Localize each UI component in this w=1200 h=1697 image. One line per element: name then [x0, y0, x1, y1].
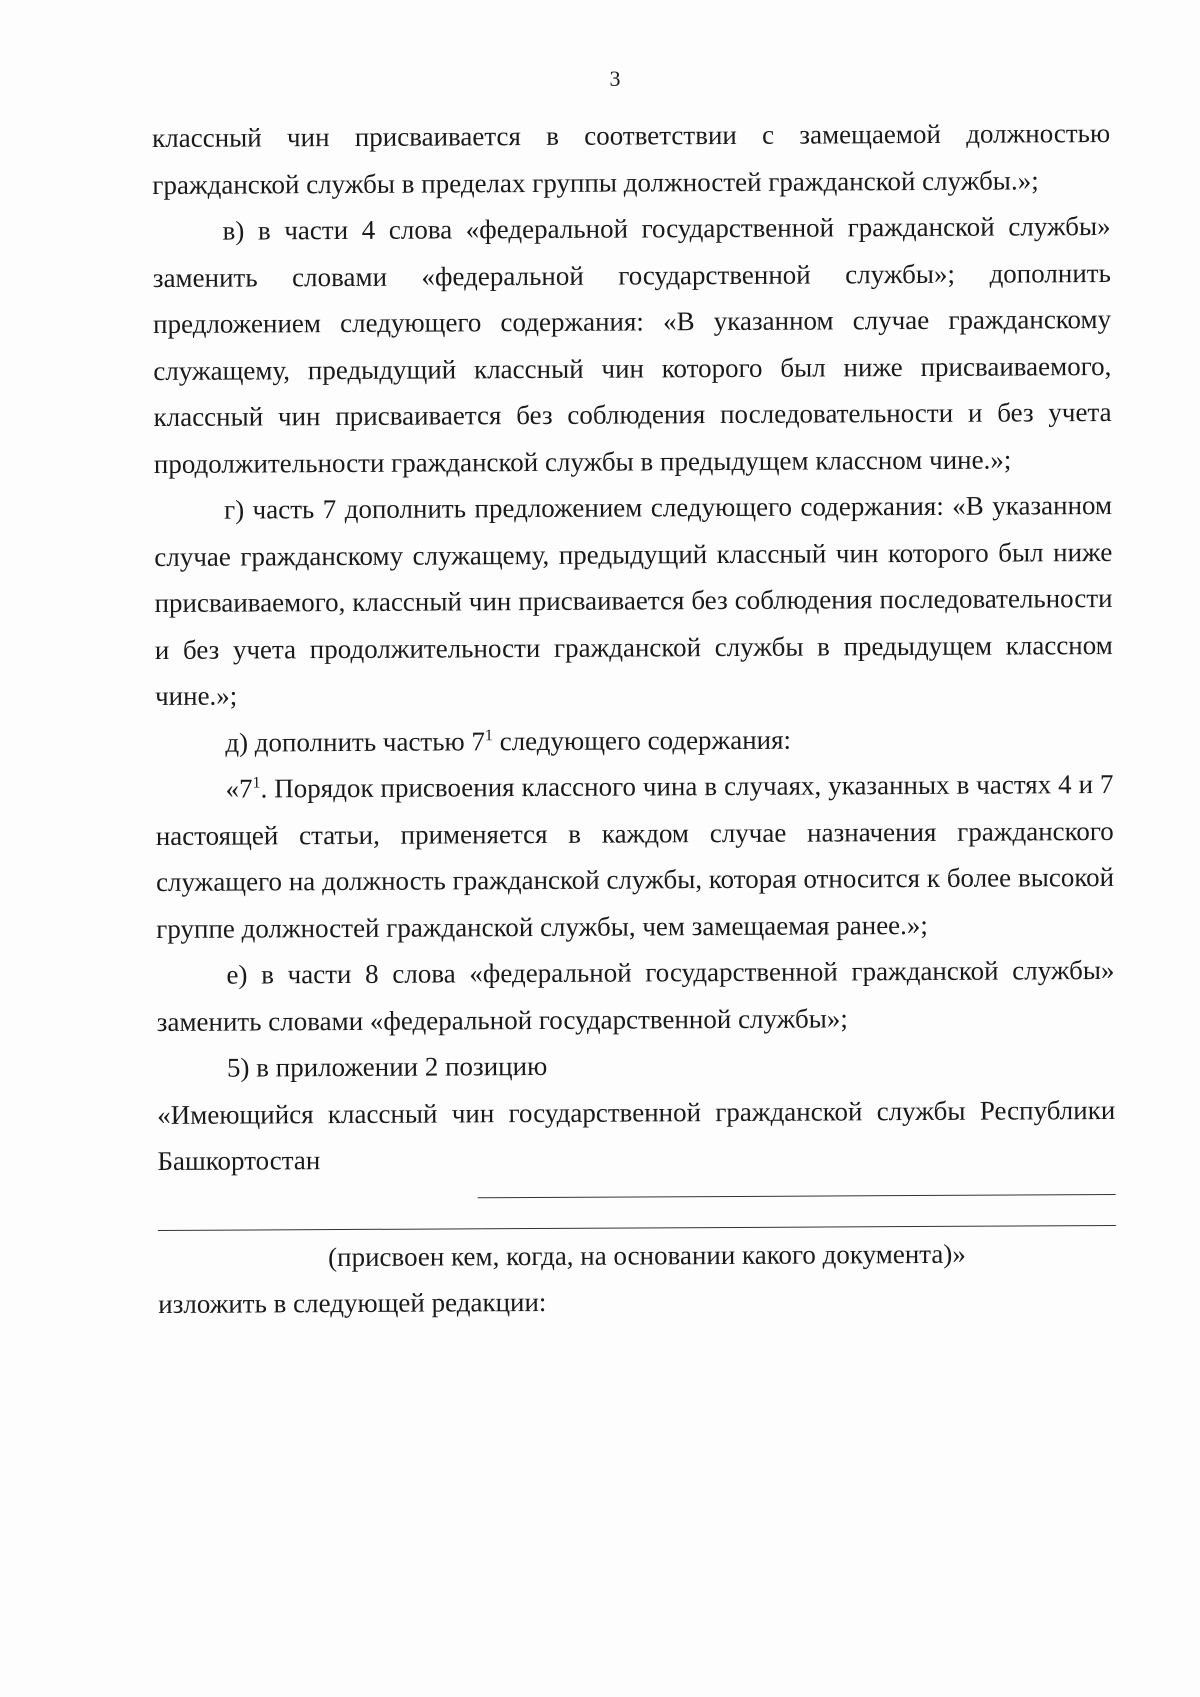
form-position-text: «Имеющийся классный чин государственной гражданской службы Республики Башкортостан	[157, 1094, 1116, 1176]
blank-full-line	[158, 1194, 1116, 1230]
part-7-1-open: «7	[225, 773, 253, 804]
part-7-1-superscript: 1	[252, 774, 261, 792]
item-d-superscript: 1	[484, 726, 493, 744]
paragraph-item-e: е) в части 8 слова «федеральной государственной гражданской службы» заменить словами «федеральной государственной службы»;	[156, 954, 1115, 1037]
paragraph-item-v: в) в части 4 слова «федеральной государственной гражданской службы» заменить словами «федеральной государственной службы»; дополнить предложением следующего содержания: «В указанном случае гражданскому служащему, предыдущий классный чин которого был ниже присваиваемого, классный чин присваивается без соблюдения последовательности и без учета продолжительности гражданской службы в предыдущем классном чине.»;	[152, 210, 1112, 479]
part-7-1-text: . Порядок присвоения классного чина в случаях, указанных в частях 4 и 7 настоящей статьи, применяется в каждом случае назначения гражданского служащего на должность гражданской службы, которая относится к более высокой группе должностей гражданской службы, чем замещаемая ранее.»;	[155, 768, 1115, 944]
paragraph-item-d	[155, 714, 1113, 766]
paragraph-closing: изложить в следующей редакции:	[158, 1286, 547, 1319]
paragraph-continuation: классный чин присваивается в соответствии с замещаемой должностью гражданской службы в пределах группы должностей гражданской службы.»;	[152, 117, 1111, 200]
paragraph-item-g: г) часть 7 дополнить предложением следующего содержания: «В указанном случае гражданскому служащему, предыдущий классный чин которого был ниже присваиваемого, классный чин присваивается без соблюдения последовательности и без учета продолжительности гражданской службы в предыдущем классном чине.»;	[154, 489, 1113, 711]
document-body	[152, 110, 1116, 1327]
item-d-text-end: следующего содержания:	[492, 724, 792, 756]
blank-fill-line	[478, 1165, 1116, 1197]
paragraph-part-7-1	[155, 761, 1114, 952]
item-d-text: д) дополнить частью 7	[225, 725, 485, 758]
blank-caption: (присвоен кем, когда, на основании какого документа)»	[328, 1238, 966, 1272]
form-position-block	[157, 1086, 1116, 1281]
page-number: 3	[609, 66, 621, 91]
paragraph-item-5: 5) в приложении 2 позицию	[226, 1050, 548, 1083]
